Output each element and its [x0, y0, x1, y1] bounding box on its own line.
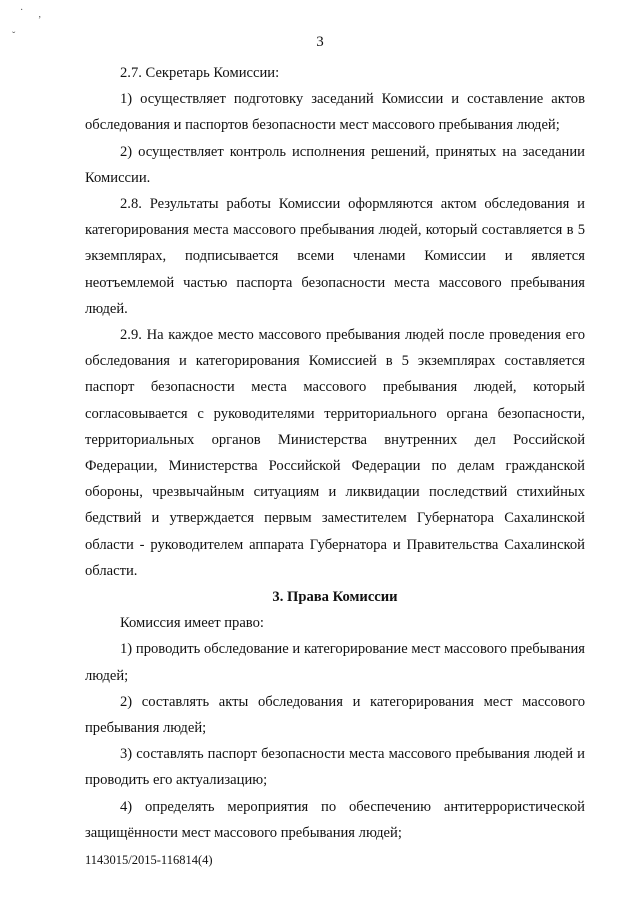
- document-body: [85, 60, 585, 846]
- clause-2-7-item-1: 1) осуществляет подготовку заседаний Комиссии и составление актов обследования и паспортов безопасности мест массового пребывания людей;: [85, 91, 585, 134]
- scan-artifact-dot: ·: [20, 5, 24, 16]
- clause-2-9: 2.9. На каждое место массового пребывания людей после проведения его обследования и категорирования Комиссией в 5 экземплярах составляется паспорт безопасности места массового пребывания людей, который согласовывается с руководителями территориального органа безопасности, территориальных органов Министерства внутренних дел Российской Федерации, Министерства Российской Федерации по делам гражданской обороны, чрезвычайным ситуациям и ликвидации последствий стихийных бедствий и утверждается первым заместителем Губернатора Сахалинской области - руководителем аппарата Губернатора и Правительства Сахалинской области.: [85, 327, 585, 579]
- page-number: 3: [316, 34, 324, 50]
- section-3-item-3: 3) составлять паспорт безопасности места массового пребывания людей и проводить его актуализацию;: [85, 746, 585, 789]
- section-3-title: 3. Права Комиссии: [272, 589, 398, 606]
- clause-2-7-item-2: 2) осуществляет контроль исполнения решений, принятых на заседании Комиссии.: [85, 143, 585, 186]
- clause-2-7-heading: 2.7. Секретарь Комиссии:: [120, 65, 280, 81]
- document-registration-code: 1143015/2015-116814(4): [85, 853, 213, 867]
- section-3-item-1: 1) проводить обследование и категорирование мест массового пребывания людей;: [85, 641, 585, 684]
- clause-2-8: 2.8. Результаты работы Комиссии оформляются актом обследования и категорирования места массового пребывания людей, который составляется в 5 экземплярах, подписывается всеми членами Комиссии и является неотъемлемой частью паспорта безопасности места массового пребывания людей.: [85, 196, 585, 317]
- scan-artifact-dot: ˇ: [12, 31, 16, 42]
- scan-artifact-dot: ‚: [38, 9, 42, 20]
- section-3-item-4: 4) определять мероприятия по обеспечению антитеррористической защищённости мест массового пребывания людей;: [85, 798, 585, 841]
- section-3-intro: Комиссия имеет право:: [120, 615, 264, 632]
- section-3-item-2: 2) составлять акты обследования и категорирования мест массового пребывания людей;: [85, 693, 585, 737]
